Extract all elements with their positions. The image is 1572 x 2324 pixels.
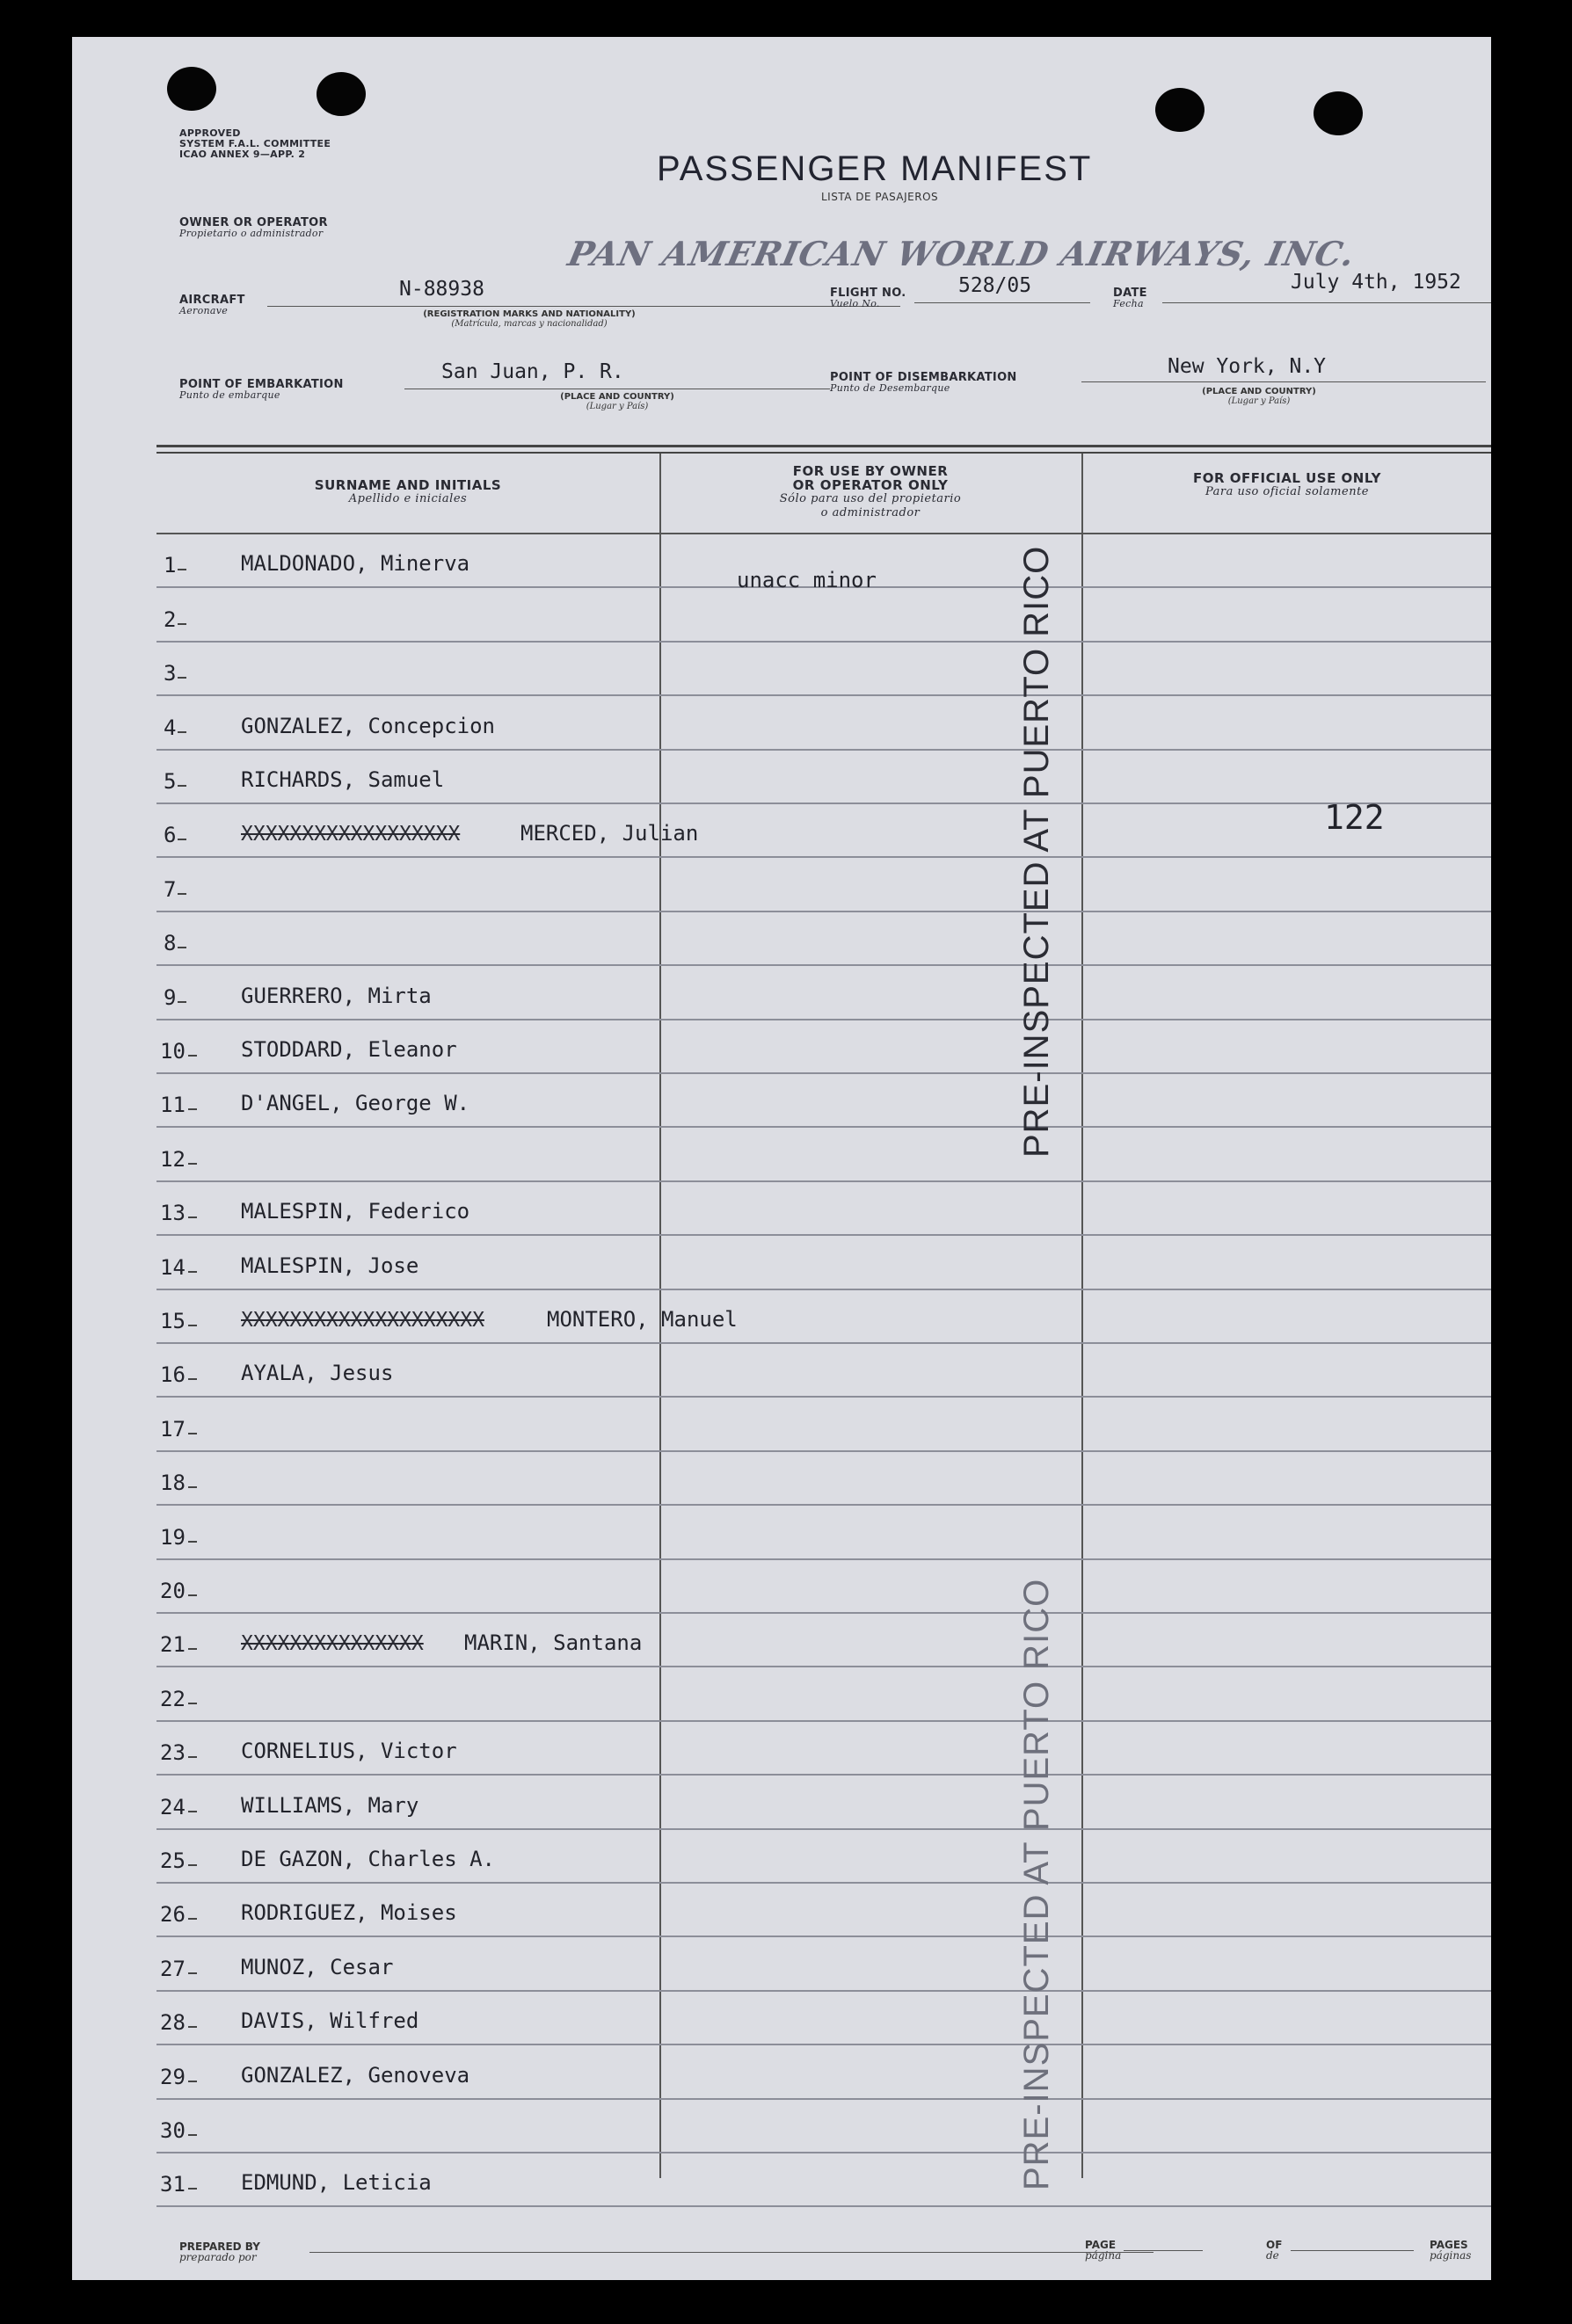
table-row	[72, 1506, 1491, 1559]
owner-use-line: OR OPERATOR ONLY	[792, 477, 949, 493]
row-number: 19	[160, 1524, 186, 1550]
table-row	[72, 751, 1491, 804]
date-label	[1113, 288, 1147, 309]
place-caption-es: (Lugar y País)	[586, 402, 649, 411]
date-label-es: Fecha	[1113, 298, 1144, 309]
table-row	[72, 1560, 1491, 1614]
official-use-header	[1083, 471, 1491, 499]
row-number: 7	[164, 876, 177, 902]
registration-caption-es: (Matrícula, marcas y nacionalidad)	[451, 319, 608, 329]
row-dash	[188, 2026, 197, 2028]
pages-label-es: páginas	[1430, 2249, 1472, 2262]
row-number: 18	[160, 1471, 186, 1496]
official-mark: 122	[1324, 798, 1385, 837]
row-dash	[178, 569, 186, 570]
passenger-name: CORNELIUS, Victor	[241, 1739, 457, 1764]
table-row	[72, 696, 1491, 750]
row-dash	[188, 1378, 197, 1380]
registration-caption	[397, 309, 661, 329]
table-row	[72, 804, 1491, 858]
pages-label	[1430, 2240, 1471, 2261]
passenger-name: MERCED, Julian	[520, 821, 699, 846]
owner-label-es: Propietario o administrador	[179, 228, 324, 239]
passenger-name: STODDARD, Eleanor	[241, 1036, 457, 1062]
row-number: 2	[164, 606, 177, 632]
surname-header	[156, 478, 659, 506]
of-label	[1266, 2240, 1282, 2261]
table-row	[72, 1344, 1491, 1398]
table-row	[72, 1667, 1491, 1721]
prepared-by-text: PREPARED BY	[179, 2240, 260, 2253]
table-row	[72, 1128, 1491, 1181]
row-number: 28	[160, 2010, 186, 2036]
flight-no-label-es: Vuelo No.	[830, 298, 880, 309]
row-number: 15	[160, 1308, 186, 1333]
embark-label-es: Punto de embarque	[179, 389, 280, 401]
row-dash	[188, 1756, 197, 1758]
row-dash	[188, 1433, 197, 1434]
table-row	[72, 966, 1491, 1020]
embark-label	[179, 380, 344, 401]
row-number: 1	[164, 553, 177, 578]
table-row	[72, 1452, 1491, 1506]
aircraft-line	[267, 306, 900, 307]
disembark-label-text: POINT OF DISEMBARKATION	[830, 371, 1017, 384]
registration-caption-text: (REGISTRATION MARKS AND NATIONALITY)	[423, 309, 636, 319]
place-caption-text: (PLACE AND COUNTRY)	[1202, 387, 1316, 396]
row-number: 5	[164, 768, 177, 794]
row-number: 4	[164, 715, 177, 740]
embark-place-caption	[529, 392, 705, 411]
row-dash	[188, 1972, 197, 1974]
preinspection-stamp: PRE-INSPECTED AT PUERTO RICO	[1017, 1578, 1056, 2190]
table-row	[72, 1992, 1491, 2045]
punch-hole	[1314, 91, 1363, 135]
row-dash	[188, 1216, 197, 1218]
row-dash	[188, 1703, 197, 1704]
punch-hole	[317, 72, 366, 116]
approval-note	[179, 128, 331, 160]
row-rule	[156, 2205, 1491, 2207]
row-dash	[178, 785, 186, 787]
row-dash	[188, 1055, 197, 1057]
row-number: 24	[160, 1794, 186, 1819]
owner-use-es: o administrador	[820, 506, 921, 519]
table-row	[72, 2045, 1491, 2099]
flight-no-label-text: FLIGHT NO.	[830, 287, 906, 300]
row-dash	[188, 1864, 197, 1866]
date-line	[1162, 302, 1491, 303]
table-row	[72, 1290, 1491, 1344]
flight-no-line	[914, 302, 1090, 303]
prepared-by-es: preparado por	[179, 2251, 257, 2263]
row-dash	[178, 623, 186, 625]
disembark-value: New York, N.Y	[1168, 355, 1327, 378]
of-label-text: OF	[1266, 2239, 1283, 2251]
date-value: July 4th, 1952	[1291, 271, 1461, 294]
approval-line: APPROVED	[179, 127, 241, 139]
passenger-name: GONZALEZ, Genoveva	[241, 2062, 470, 2088]
page-label-text: PAGE	[1085, 2239, 1117, 2251]
place-caption-text: (PLACE AND COUNTRY)	[560, 392, 674, 402]
passenger-name: GONZALEZ, Concepcion	[241, 713, 495, 738]
owner-label-text: OWNER OR OPERATOR	[179, 216, 328, 229]
approval-line: SYSTEM F.A.L. COMMITTEE	[179, 138, 331, 149]
table-row	[72, 1074, 1491, 1128]
row-number: 27	[160, 1956, 186, 1981]
row-dash	[188, 1594, 197, 1596]
row-number: 13	[160, 1201, 186, 1226]
owner-note: unacc minor	[737, 568, 877, 592]
table-row	[72, 2100, 1491, 2153]
row-number: 8	[164, 931, 177, 956]
row-number: 9	[164, 984, 177, 1010]
disembark-label-es: Punto de Desembarque	[830, 382, 950, 394]
disembark-place-caption	[1171, 387, 1347, 406]
table-row	[72, 1830, 1491, 1884]
passenger-name: EDMUND, Leticia	[241, 2170, 432, 2196]
date-label-text: DATE	[1113, 287, 1147, 300]
passenger-name: MALESPIN, Federico	[241, 1199, 470, 1224]
row-number: 30	[160, 2117, 186, 2143]
row-dash	[178, 677, 186, 679]
row-dash	[188, 1918, 197, 1920]
prepared-by-label	[179, 2241, 260, 2262]
row-dash	[178, 839, 186, 840]
page-subtitle: LISTA DE PASAJEROS	[821, 191, 939, 203]
row-number: 22	[160, 1686, 186, 1711]
table-top-line	[156, 445, 1491, 447]
row-number: 6	[164, 823, 177, 848]
struck-entry: XXXXXXXXXXXXXXXXXX	[241, 823, 461, 846]
row-number: 25	[160, 1848, 186, 1873]
struck-entry: XXXXXXXXXXXXXXXXXXXX	[241, 1308, 484, 1332]
passenger-name: MARIN, Santana	[464, 1630, 643, 1656]
table-row	[72, 1776, 1491, 1829]
page-label	[1085, 2240, 1121, 2261]
table-top-line	[156, 452, 1491, 454]
row-number: 26	[160, 1902, 186, 1928]
row-number: 3	[164, 661, 177, 686]
prepared-by-line	[309, 2252, 1154, 2253]
aircraft-value: N-88938	[399, 278, 484, 301]
struck-entry: XXXXXXXXXXXXXXX	[241, 1632, 424, 1656]
row-number: 17	[160, 1416, 186, 1442]
page-title: PASSENGER MANIFEST	[657, 149, 1093, 188]
passenger-name: RODRIGUEZ, Moises	[241, 1900, 457, 1926]
page-line	[1124, 2250, 1203, 2251]
table-row	[72, 1884, 1491, 1937]
table-row	[72, 1020, 1491, 1074]
flight-no-label	[830, 288, 906, 309]
row-dash	[188, 1271, 197, 1273]
row-number: 16	[160, 1362, 186, 1388]
row-dash	[188, 1811, 197, 1812]
table-row	[72, 1236, 1491, 1289]
row-dash	[188, 1486, 197, 1488]
row-number: 10	[160, 1038, 186, 1064]
row-dash	[178, 893, 186, 895]
surname-header-text: SURNAME AND INITIALS	[314, 477, 502, 493]
of-line	[1291, 2250, 1414, 2251]
company-name: PAN AMERICAN WORLD AIRWAYS, INC.	[564, 234, 1359, 273]
disembark-line	[1081, 381, 1486, 382]
owner-label	[179, 218, 328, 239]
page-label-es: página	[1085, 2249, 1122, 2262]
owner-use-es: Sólo para uso del propietario	[779, 492, 962, 505]
passenger-name: MALDONADO, Minerva	[241, 551, 470, 577]
owner-use-line: FOR USE BY OWNER	[792, 463, 949, 479]
passenger-name: RICHARDS, Samuel	[241, 766, 445, 792]
passenger-name: GUERRERO, Mirta	[241, 983, 432, 1008]
row-number: 14	[160, 1254, 186, 1280]
pages-label-text: PAGES	[1430, 2239, 1468, 2251]
table-row	[72, 1614, 1491, 1667]
official-use-es: Para uso oficial solamente	[1204, 485, 1369, 498]
row-number: 31	[160, 2172, 186, 2197]
disembark-label	[830, 373, 1017, 394]
passenger-name: MONTERO, Manuel	[547, 1306, 738, 1332]
row-dash	[188, 1541, 197, 1543]
row-dash	[178, 1001, 186, 1003]
of-label-es: de	[1266, 2249, 1279, 2262]
place-caption-es: (Lugar y País)	[1227, 396, 1291, 406]
manifest-page	[72, 37, 1491, 2280]
aircraft-label-es: Aeronave	[179, 305, 229, 316]
table-row	[72, 1182, 1491, 1236]
row-number: 29	[160, 2064, 186, 2089]
surname-header-es: Apellido e iniciales	[348, 492, 468, 505]
table-row	[72, 912, 1491, 966]
embark-value: San Juan, P. R.	[441, 360, 624, 383]
row-dash	[188, 1325, 197, 1326]
row-dash	[178, 731, 186, 733]
row-dash	[188, 2134, 197, 2136]
row-dash	[178, 947, 186, 948]
punch-hole	[167, 67, 216, 111]
table-row	[72, 643, 1491, 696]
table-row	[72, 588, 1491, 642]
flight-no-value: 528/05	[958, 274, 1032, 297]
table-row	[72, 1937, 1491, 1991]
row-dash	[188, 1163, 197, 1165]
aircraft-label-text: AIRCRAFT	[179, 294, 245, 307]
table-row	[72, 1722, 1491, 1776]
passenger-name: D'ANGEL, George W.	[241, 1091, 470, 1116]
table-row	[72, 858, 1491, 911]
passenger-name: AYALA, Jesus	[241, 1361, 394, 1386]
owner-use-header	[659, 464, 1081, 520]
table-row	[72, 2153, 1491, 2207]
row-number: 12	[160, 1146, 186, 1172]
row-number: 11	[160, 1093, 186, 1118]
embark-label-text: POINT OF EMBARKATION	[179, 378, 344, 391]
approval-line: ICAO ANNEX 9—APP. 2	[179, 149, 306, 160]
official-use-text: FOR OFFICIAL USE ONLY	[1193, 470, 1381, 486]
passenger-name: WILLIAMS, Mary	[241, 1792, 419, 1818]
row-number: 21	[160, 1632, 186, 1658]
punch-hole	[1155, 88, 1204, 132]
row-number: 20	[160, 1578, 186, 1603]
row-dash	[188, 2188, 197, 2190]
table-row	[72, 1398, 1491, 1451]
row-dash	[188, 2081, 197, 2082]
passenger-name: MALESPIN, Jose	[241, 1253, 419, 1278]
row-dash	[188, 1648, 197, 1650]
passenger-name: DAVIS, Wilfred	[241, 2008, 419, 2034]
row-number: 23	[160, 1740, 186, 1766]
row-dash	[188, 1108, 197, 1110]
passenger-name: DE GAZON, Charles A.	[241, 1846, 495, 1871]
aircraft-label	[179, 295, 245, 316]
preinspection-stamp: PRE-INSPECTED AT PUERTO RICO	[1017, 545, 1056, 1158]
passenger-name: MUNOZ, Cesar	[241, 1954, 394, 1979]
